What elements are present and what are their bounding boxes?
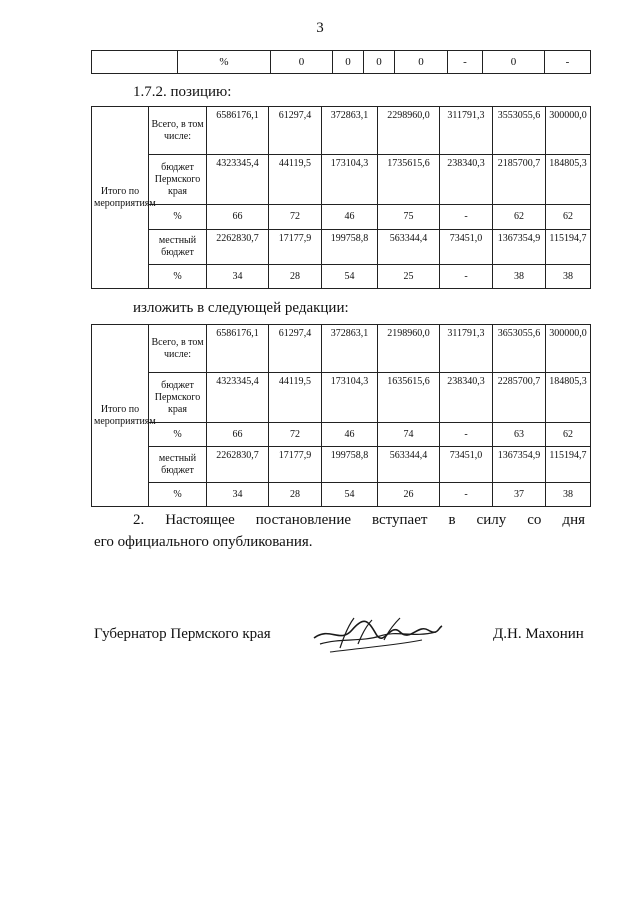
table-cell: 34 [207, 265, 269, 289]
handwritten-signature [310, 608, 450, 658]
table-cell: 1735615,6 [378, 155, 440, 205]
table-cell: 1367354,9 [493, 447, 546, 483]
table-cell: 74 [378, 423, 440, 447]
paragraph-line-1: 2. Настоящее постановление вступает в силу со дня [133, 512, 585, 528]
table-cell: % [178, 51, 271, 74]
table-cell: 2298960,0 [378, 107, 440, 155]
table-cell: 184805,3 [546, 373, 591, 423]
table-row [92, 483, 591, 507]
table-cell: 563344,4 [378, 447, 440, 483]
row-label: % [149, 483, 207, 507]
table-cell [92, 51, 178, 74]
row-label: местный бюджет [149, 230, 207, 265]
table-cell: 2285700,7 [493, 373, 546, 423]
table-cell: 54 [322, 265, 378, 289]
table-cell: 0 [271, 51, 333, 74]
table-row [92, 325, 591, 373]
row-label: бюджет Пермского края [149, 155, 207, 205]
new-edition-table [91, 324, 591, 507]
table-cell: 73451,0 [440, 447, 493, 483]
table-cell: 1367354,9 [493, 230, 546, 265]
table-cell: 3553055,6 [493, 107, 546, 155]
table-cell: 199758,8 [322, 230, 378, 265]
page-number: 3 [316, 20, 324, 36]
signatory-name: Д.Н. Махонин [493, 626, 584, 642]
table-row [92, 447, 591, 483]
table-cell: 46 [322, 423, 378, 447]
table-cell: 173104,3 [322, 155, 378, 205]
table-cell: 6586176,1 [207, 325, 269, 373]
table-row [92, 230, 591, 265]
table-cell: 72 [269, 205, 322, 230]
table-cell: 3653055,6 [493, 325, 546, 373]
table-cell: 62 [546, 423, 591, 447]
table-cell: 28 [269, 483, 322, 507]
table-cell: 66 [207, 205, 269, 230]
table-cell: 62 [546, 205, 591, 230]
table-cell: 2185700,7 [493, 155, 546, 205]
paragraph-line-2: его официального опубликования. [94, 534, 313, 550]
table-cell: 0 [333, 51, 364, 74]
row-label: Всего, в том числе: [149, 325, 207, 373]
table-cell: 0 [483, 51, 545, 74]
table-cell: 61297,4 [269, 107, 322, 155]
table-cell: 73451,0 [440, 230, 493, 265]
table-cell: 563344,4 [378, 230, 440, 265]
table-cell: - [440, 423, 493, 447]
table-cell: 173104,3 [322, 373, 378, 423]
row-label: % [149, 205, 207, 230]
table-cell: 17177,9 [269, 447, 322, 483]
table-cell: 26 [378, 483, 440, 507]
table-row [92, 265, 591, 289]
row-label: бюджет Пермского края [149, 373, 207, 423]
table-cell: 44119,5 [269, 155, 322, 205]
table-cell: 199758,8 [322, 447, 378, 483]
table-cell: 311791,3 [440, 325, 493, 373]
table-cell: 311791,3 [440, 107, 493, 155]
table-row [92, 107, 591, 155]
table-cell: 38 [546, 483, 591, 507]
table-cell: 75 [378, 205, 440, 230]
table-cell: 38 [546, 265, 591, 289]
table-cell: 0 [364, 51, 395, 74]
table-cell: 1635615,6 [378, 373, 440, 423]
table-cell: - [440, 483, 493, 507]
table-cell: 44119,5 [269, 373, 322, 423]
table-cell: 238340,3 [440, 373, 493, 423]
table-cell: - [440, 205, 493, 230]
section-heading: изложить в следующей редакции: [133, 300, 349, 316]
table-cell: 28 [269, 265, 322, 289]
table-cell: 2198960,0 [378, 325, 440, 373]
table-row [92, 51, 591, 74]
table-cell: 115194,7 [546, 447, 591, 483]
table-cell: - [440, 265, 493, 289]
row-label: % [149, 423, 207, 447]
table-cell: 6586176,1 [207, 107, 269, 155]
group-label: Итого по мероприятиям [92, 107, 149, 289]
row-label: местный бюджет [149, 447, 207, 483]
table-cell: 17177,9 [269, 230, 322, 265]
section-heading: 1.7.2. позицию: [133, 84, 232, 100]
table-cell: 62 [493, 205, 546, 230]
table-cell: 4323345,4 [207, 373, 269, 423]
table-cell: 2262830,7 [207, 230, 269, 265]
table-cell: 63 [493, 423, 546, 447]
signatory-position: Губернатор Пермского края [94, 626, 271, 642]
table-cell: 25 [378, 265, 440, 289]
table-cell: 372863,1 [322, 325, 378, 373]
table-cell: 66 [207, 423, 269, 447]
row-label: Всего, в том числе: [149, 107, 207, 155]
table-cell: 4323345,4 [207, 155, 269, 205]
table-cell: 34 [207, 483, 269, 507]
table-row [92, 155, 591, 205]
table-cell: 238340,3 [440, 155, 493, 205]
table-cell: 72 [269, 423, 322, 447]
table-cell: 37 [493, 483, 546, 507]
table-cell: 300000,0 [546, 325, 591, 373]
position-table [91, 106, 591, 289]
table-cell: 2262830,7 [207, 447, 269, 483]
table-cell: 54 [322, 483, 378, 507]
table-cell: 38 [493, 265, 546, 289]
continuation-table [91, 50, 591, 74]
group-label: Итого по мероприятиям [92, 325, 149, 507]
table-row [92, 423, 591, 447]
table-cell: - [545, 51, 591, 74]
table-cell: 184805,3 [546, 155, 591, 205]
table-cell: 46 [322, 205, 378, 230]
table-cell: 300000,0 [546, 107, 591, 155]
table-cell: - [448, 51, 483, 74]
table-cell: 61297,4 [269, 325, 322, 373]
row-label: % [149, 265, 207, 289]
table-cell: 372863,1 [322, 107, 378, 155]
table-row [92, 205, 591, 230]
table-row [92, 373, 591, 423]
table-cell: 115194,7 [546, 230, 591, 265]
table-cell: 0 [395, 51, 448, 74]
